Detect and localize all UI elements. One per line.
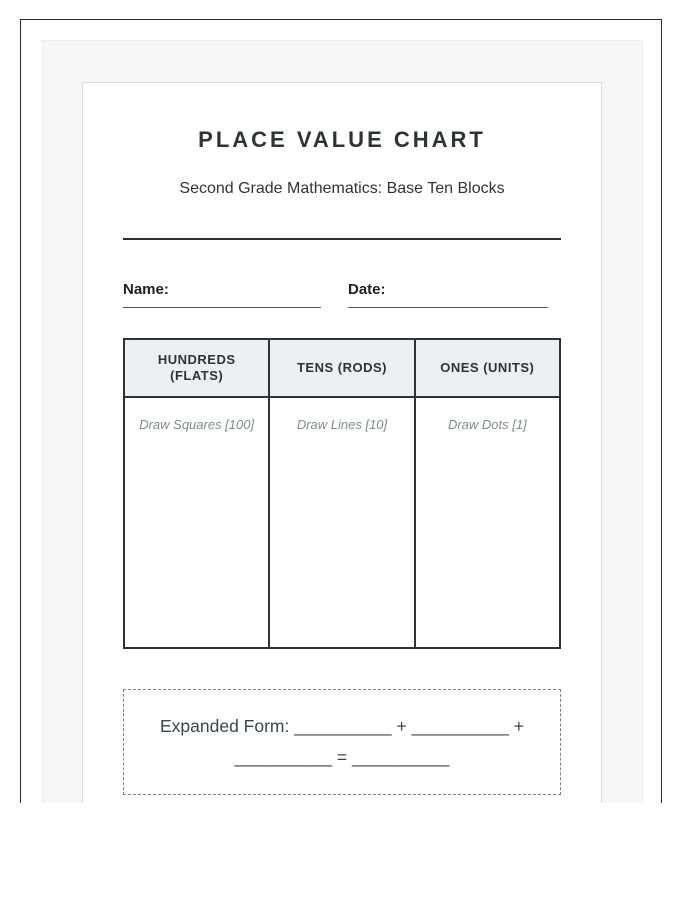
expanded-form-box [123, 689, 561, 795]
expanded-form-blank-2: __________ [411, 716, 509, 736]
tens-hint: Draw Lines [10] [296, 417, 388, 432]
equals-sign: = [336, 747, 348, 767]
expanded-form-blank-1: __________ [294, 716, 392, 736]
expanded-form-label: Expanded Form: [160, 716, 290, 736]
ones-hint: Draw Dots [1] [447, 417, 527, 432]
header-hundreds: HUNDREDS (FLATS) [124, 339, 269, 397]
page-background-panel [42, 40, 643, 803]
header-tens: TENS (RODS) [269, 339, 414, 397]
page-subtitle: Second Grade Mathematics: Base Ten Blocks [179, 180, 505, 197]
name-date-row [123, 281, 561, 308]
name-label: Name: [123, 281, 169, 298]
ones-cell [415, 397, 560, 648]
plus-sign-1: + [396, 716, 407, 736]
plus-sign-2: + [513, 716, 524, 736]
table-body-row [124, 397, 560, 648]
header-ones: ONES (UNITS) [415, 339, 560, 397]
expanded-form-blank-4: __________ [351, 747, 450, 767]
hundreds-hint: Draw Squares [100] [139, 417, 255, 432]
table-header-row [124, 339, 560, 397]
date-field [348, 281, 548, 308]
name-field [123, 281, 321, 308]
place-value-table [123, 338, 561, 649]
date-label: Date: [348, 281, 386, 298]
divider-rule [123, 238, 561, 240]
expanded-form-blank-3: __________ [234, 747, 332, 767]
tens-cell [269, 397, 414, 648]
page-frame [20, 19, 662, 803]
hundreds-cell [124, 397, 269, 648]
worksheet-card [82, 82, 602, 803]
page-title: PLACE VALUE CHART [198, 127, 486, 152]
